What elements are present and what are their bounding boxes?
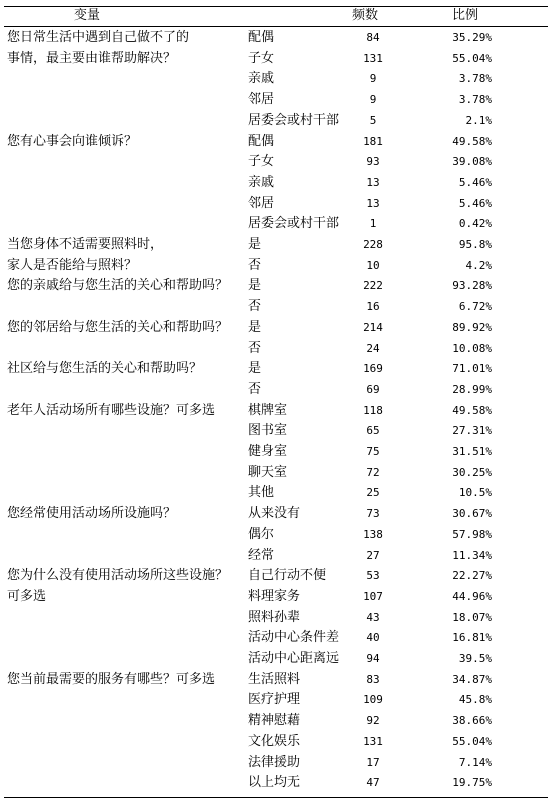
option-label: 照料孙辈 xyxy=(248,609,301,625)
option-label: 生活照料 xyxy=(248,671,301,687)
ratio-value: 89.92% xyxy=(452,320,492,334)
option-label: 居委会或村干部 xyxy=(248,216,340,232)
frequency-value: 93 xyxy=(366,155,380,169)
ratio-value: 7.14% xyxy=(458,755,492,769)
frequency-value: 75 xyxy=(366,445,380,458)
frequency-value: 118 xyxy=(363,403,383,417)
ratio-value: 3.78% xyxy=(458,72,492,86)
frequency-value: 27 xyxy=(366,548,380,562)
ratio-value: 2.1% xyxy=(465,113,492,127)
option-label: 精神慰藉 xyxy=(248,713,301,729)
frequency-value: 5 xyxy=(369,113,377,127)
ratio-value: 22.27% xyxy=(452,569,492,583)
option-label: 子女 xyxy=(248,50,275,66)
ratio-value: 95.8% xyxy=(458,238,492,251)
ratio-value: 57.98% xyxy=(452,527,492,541)
option-label: 子女 xyxy=(248,154,275,170)
option-label: 亲戚 xyxy=(248,174,275,190)
frequency-value: 25 xyxy=(366,486,380,500)
question-text: 您经常使用活动场所设施吗？ xyxy=(7,506,177,522)
option-label: 配偶 xyxy=(248,133,275,149)
ratio-value: 30.25% xyxy=(452,465,492,479)
ratio-value: 44.96% xyxy=(452,589,492,603)
table-bottom-border xyxy=(4,797,548,798)
ratio-value: 49.58% xyxy=(452,134,492,148)
option-label: 健身室 xyxy=(248,444,288,459)
frequency-value: 131 xyxy=(363,51,383,65)
option-label: 经常 xyxy=(248,547,275,563)
ratio-value: 6.72% xyxy=(458,300,492,314)
question-text: 您为什么没有使用活动场所这些设施？ xyxy=(7,568,229,584)
ratio-value: 38.66% xyxy=(452,714,492,728)
option-label: 以上均无 xyxy=(248,775,301,791)
frequency-value: 43 xyxy=(366,610,380,624)
option-label: 否 xyxy=(248,381,262,397)
frequency-value: 181 xyxy=(363,134,383,148)
header-variable: 变量 xyxy=(74,8,101,23)
option-label: 邻居 xyxy=(248,195,275,211)
frequency-value: 131 xyxy=(363,734,383,748)
ratio-value: 3.78% xyxy=(458,93,492,107)
frequency-value: 107 xyxy=(363,589,383,603)
ratio-value: 39.08% xyxy=(452,155,492,169)
question-text: 事情，最主要由谁帮助解决？ xyxy=(7,50,177,66)
option-label: 从来没有 xyxy=(248,506,301,522)
frequency-value: 69 xyxy=(366,382,380,396)
ratio-value: 11.34% xyxy=(452,548,492,562)
option-label: 自己行动不便 xyxy=(248,568,327,584)
table-top-border xyxy=(4,6,548,7)
option-label: 否 xyxy=(248,257,262,273)
frequency-value: 84 xyxy=(366,31,380,44)
frequency-value: 109 xyxy=(363,693,383,707)
frequency-value: 94 xyxy=(366,652,380,665)
question-text: 老年人活动场所有哪些设施？可多选 xyxy=(7,402,216,418)
option-label: 是 xyxy=(248,237,262,252)
ratio-value: 55.04% xyxy=(452,734,492,748)
frequency-value: 47 xyxy=(366,776,380,790)
option-label: 图书室 xyxy=(248,423,288,439)
frequency-value: 73 xyxy=(366,507,380,521)
ratio-value: 10.08% xyxy=(452,341,492,355)
option-label: 棋牌室 xyxy=(248,402,288,418)
ratio-value: 39.5% xyxy=(458,652,492,665)
header-divider xyxy=(4,26,548,27)
question-text: 当您身体不适需要照料时， xyxy=(7,237,164,252)
question-text: 您有心事会向谁倾诉？ xyxy=(7,133,138,149)
frequency-value: 72 xyxy=(366,465,380,479)
question-text: 您日常生活中遇到自己做不了的 xyxy=(7,30,190,45)
ratio-value: 27.31% xyxy=(452,424,492,438)
header-ratio: 比例 xyxy=(452,8,479,23)
option-label: 料理家务 xyxy=(248,588,301,604)
ratio-value: 93.28% xyxy=(452,279,492,293)
ratio-value: 31.51% xyxy=(452,445,492,458)
option-label: 居委会或村干部 xyxy=(248,112,340,128)
ratio-value: 49.58% xyxy=(452,403,492,417)
option-label: 文化娱乐 xyxy=(248,733,301,749)
option-label: 医疗护理 xyxy=(248,692,301,708)
option-label: 法律援助 xyxy=(248,754,301,770)
frequency-value: 10 xyxy=(366,258,380,272)
frequency-value: 9 xyxy=(369,72,377,86)
ratio-value: 0.42% xyxy=(458,217,492,231)
ratio-value: 18.07% xyxy=(452,610,492,624)
option-label: 邻居 xyxy=(248,92,275,108)
ratio-value: 35.29% xyxy=(452,31,492,44)
ratio-value: 30.67% xyxy=(452,507,492,521)
frequency-value: 92 xyxy=(366,714,380,728)
frequency-value: 83 xyxy=(366,672,380,686)
question-text: 您当前最需要的服务有哪些？可多选 xyxy=(7,671,216,687)
frequency-value: 9 xyxy=(369,93,377,107)
ratio-value: 34.87% xyxy=(452,672,492,686)
question-text: 家人是否能给与照料？ xyxy=(7,257,138,273)
option-label: 活动中心条件差 xyxy=(248,630,340,646)
header-frequency: 频数 xyxy=(352,8,379,23)
frequency-value: 138 xyxy=(363,527,383,541)
option-label: 聊天室 xyxy=(248,464,288,480)
ratio-value: 10.5% xyxy=(458,486,492,500)
option-label: 是 xyxy=(248,319,262,335)
frequency-value: 65 xyxy=(366,424,380,438)
option-label: 是 xyxy=(248,361,262,377)
option-label: 否 xyxy=(248,340,262,356)
frequency-value: 24 xyxy=(366,341,380,355)
question-text: 可多选 xyxy=(7,588,47,604)
option-label: 配偶 xyxy=(248,30,275,45)
option-label: 活动中心距离远 xyxy=(248,651,340,666)
ratio-value: 16.81% xyxy=(452,631,492,645)
ratio-value: 19.75% xyxy=(452,776,492,790)
frequency-value: 1 xyxy=(369,217,377,231)
ratio-value: 4.2% xyxy=(465,258,492,272)
question-text: 您的亲戚给与您生活的关心和帮助吗？ xyxy=(7,278,229,294)
frequency-value: 13 xyxy=(366,196,380,210)
frequency-value: 53 xyxy=(366,569,380,583)
question-text: 您的邻居给与您生活的关心和帮助吗？ xyxy=(7,319,229,335)
frequency-value: 228 xyxy=(363,238,383,251)
frequency-value: 40 xyxy=(366,631,380,645)
question-text: 社区给与您生活的关心和帮助吗？ xyxy=(7,361,203,377)
option-label: 否 xyxy=(248,299,262,315)
frequency-value: 222 xyxy=(363,279,383,293)
option-label: 是 xyxy=(248,278,262,294)
ratio-value: 28.99% xyxy=(452,382,492,396)
ratio-value: 55.04% xyxy=(452,51,492,65)
ratio-value: 5.46% xyxy=(458,196,492,210)
ratio-value: 5.46% xyxy=(458,175,492,189)
option-label: 其他 xyxy=(248,485,275,501)
ratio-value: 45.8% xyxy=(458,693,492,707)
frequency-value: 16 xyxy=(366,300,380,314)
option-label: 亲戚 xyxy=(248,71,275,87)
option-label: 偶尔 xyxy=(248,526,275,542)
frequency-value: 13 xyxy=(366,175,380,189)
frequency-value: 214 xyxy=(363,320,383,334)
ratio-value: 71.01% xyxy=(452,362,492,376)
frequency-value: 17 xyxy=(366,755,380,769)
frequency-value: 169 xyxy=(363,362,383,376)
